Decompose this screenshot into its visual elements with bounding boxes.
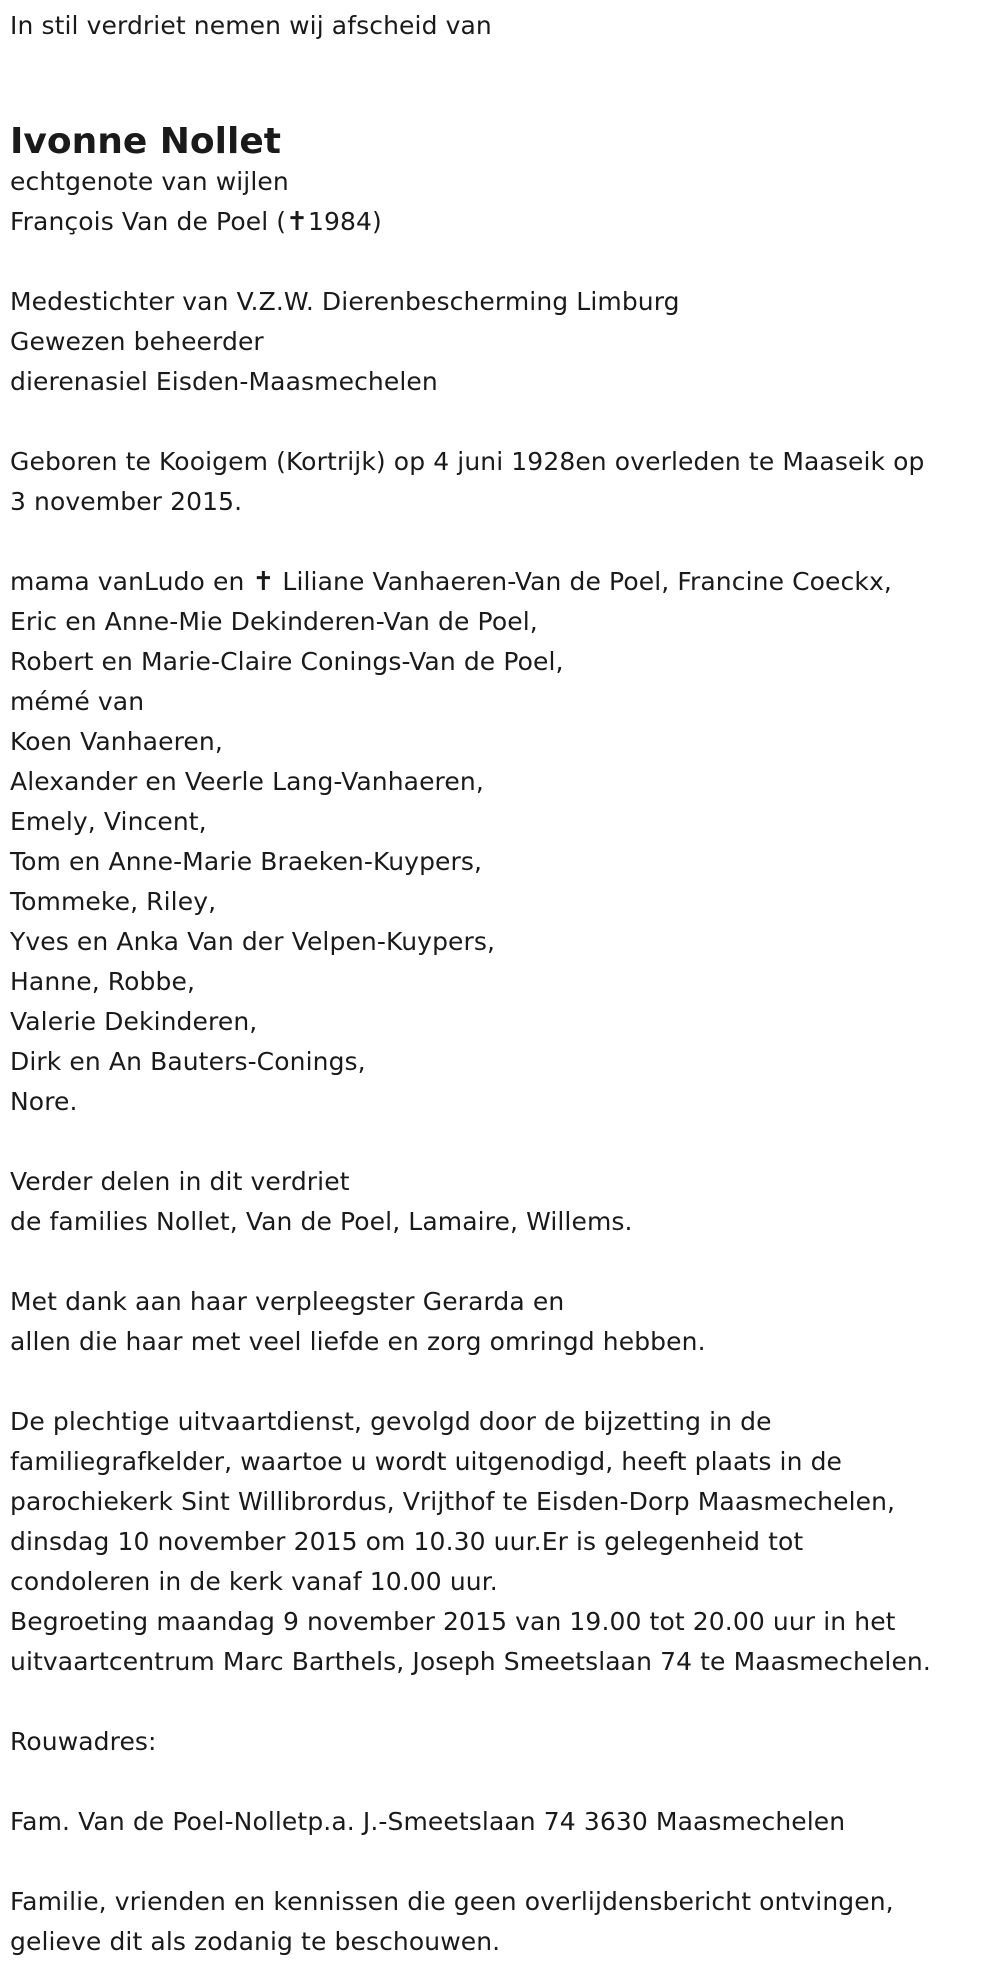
- family-line: Valerie Dekinderen,: [10, 1007, 258, 1036]
- spouse-name: François Van de Poel (: [10, 207, 287, 236]
- mama-line-end: Liliane Vanhaeren-Van de Poel, Francine Coeckx,: [274, 567, 892, 596]
- spacer: [10, 242, 995, 282]
- family-line: Emely, Vincent,: [10, 807, 207, 836]
- spacer: [10, 402, 995, 442]
- thanks-line: allen die haar met veel liefde en zorg omringd hebben.: [10, 1327, 706, 1356]
- family-line: Tommeke, Riley,: [10, 887, 217, 916]
- address-line: Fam. Van de Poel-Nolletp.a. J.-Smeetslaan 74 3630 Maasmechelen: [10, 1807, 846, 1836]
- ceremony-line: Begroeting maandag 9 november 2015 van 19.00 tot 20.00 uur in het: [10, 1607, 896, 1636]
- ceremony-line: De plechtige uitvaartdienst, gevolgd door de bijzetting in de: [10, 1407, 772, 1436]
- spacer: [10, 1762, 995, 1802]
- birth-death-line: 3 november 2015.: [10, 487, 243, 516]
- also-grieving-line: de families Nollet, Van de Poel, Lamaire, Willems.: [10, 1207, 633, 1236]
- mama-line-start: mama vanLudo en: [10, 567, 253, 596]
- thanks-line: Met dank aan haar verpleegster Gerarda en: [10, 1287, 565, 1316]
- family-line: Nore.: [10, 1087, 78, 1116]
- ceremony-line: uitvaartcentrum Marc Barthels, Joseph Smeetslaan 74 te Maasmechelen.: [10, 1647, 931, 1676]
- family-line: mémé van: [10, 687, 145, 716]
- address-label: Rouwadres:: [10, 1727, 157, 1756]
- ceremony-line: familiegrafkelder, waartoe u wordt uitgenodigd, heeft plaats in de: [10, 1447, 843, 1476]
- family-line: Dirk en An Bauters-Conings,: [10, 1047, 366, 1076]
- ceremony-line: parochiekerk Sint Willibrordus, Vrijthof te Eisden-Dorp Maasmechelen,: [10, 1487, 896, 1516]
- deceased-name: Ivonne Nollet: [10, 121, 281, 162]
- spacer: [10, 522, 995, 562]
- ceremony-line: dinsdag 10 november 2015 om 10.30 uur.Er is gelegenheid tot: [10, 1527, 804, 1556]
- family-line: Tom en Anne-Marie Braeken-Kuypers,: [10, 847, 483, 876]
- role-line: dierenasiel Eisden-Maasmechelen: [10, 367, 438, 396]
- mama-line: [10, 562, 995, 602]
- closing-line: gelieve dit als zodanig te beschouwen.: [10, 1927, 501, 1956]
- family-line: Koen Vanhaeren,: [10, 727, 223, 756]
- also-grieving-line: Verder delen in dit verdriet: [10, 1167, 350, 1196]
- intro-text: In stil verdriet nemen wij afscheid van: [10, 11, 492, 40]
- family-line: Eric en Anne-Mie Dekinderen-Van de Poel,: [10, 607, 538, 636]
- closing-line: Familie, vrienden en kennissen die geen overlijdensbericht ontvingen,: [10, 1887, 894, 1916]
- birth-death-line: Geboren te Kooigem (Kortrijk) op 4 juni 1928en overleden te Maaseik op: [10, 447, 925, 476]
- role-line: Medestichter van V.Z.W. Dierenbescherming Limburg: [10, 287, 680, 316]
- ceremony-line: condoleren in de kerk vanaf 10.00 uur.: [10, 1567, 498, 1596]
- cross-icon: ✝: [286, 207, 309, 237]
- spacer: [10, 1362, 995, 1402]
- spacer: [10, 1242, 995, 1282]
- spacer: [10, 1682, 995, 1722]
- obituary-notice: [10, 0, 995, 1962]
- family-line: Robert en Marie-Claire Conings-Van de Poel,: [10, 647, 564, 676]
- cross-icon: ✝: [252, 567, 275, 597]
- spouse-death-year: 1984): [308, 207, 382, 236]
- spacer: [10, 1122, 995, 1162]
- family-line: Hanne, Robbe,: [10, 967, 195, 996]
- spouse-line: echtgenote van wijlen: [10, 167, 289, 196]
- role-line: Gewezen beheerder: [10, 327, 264, 356]
- family-line: Alexander en Veerle Lang-Vanhaeren,: [10, 767, 484, 796]
- family-line: Yves en Anka Van der Velpen-Kuypers,: [10, 927, 496, 956]
- spouse-name-line: [10, 202, 995, 242]
- spacer: [10, 1842, 995, 1882]
